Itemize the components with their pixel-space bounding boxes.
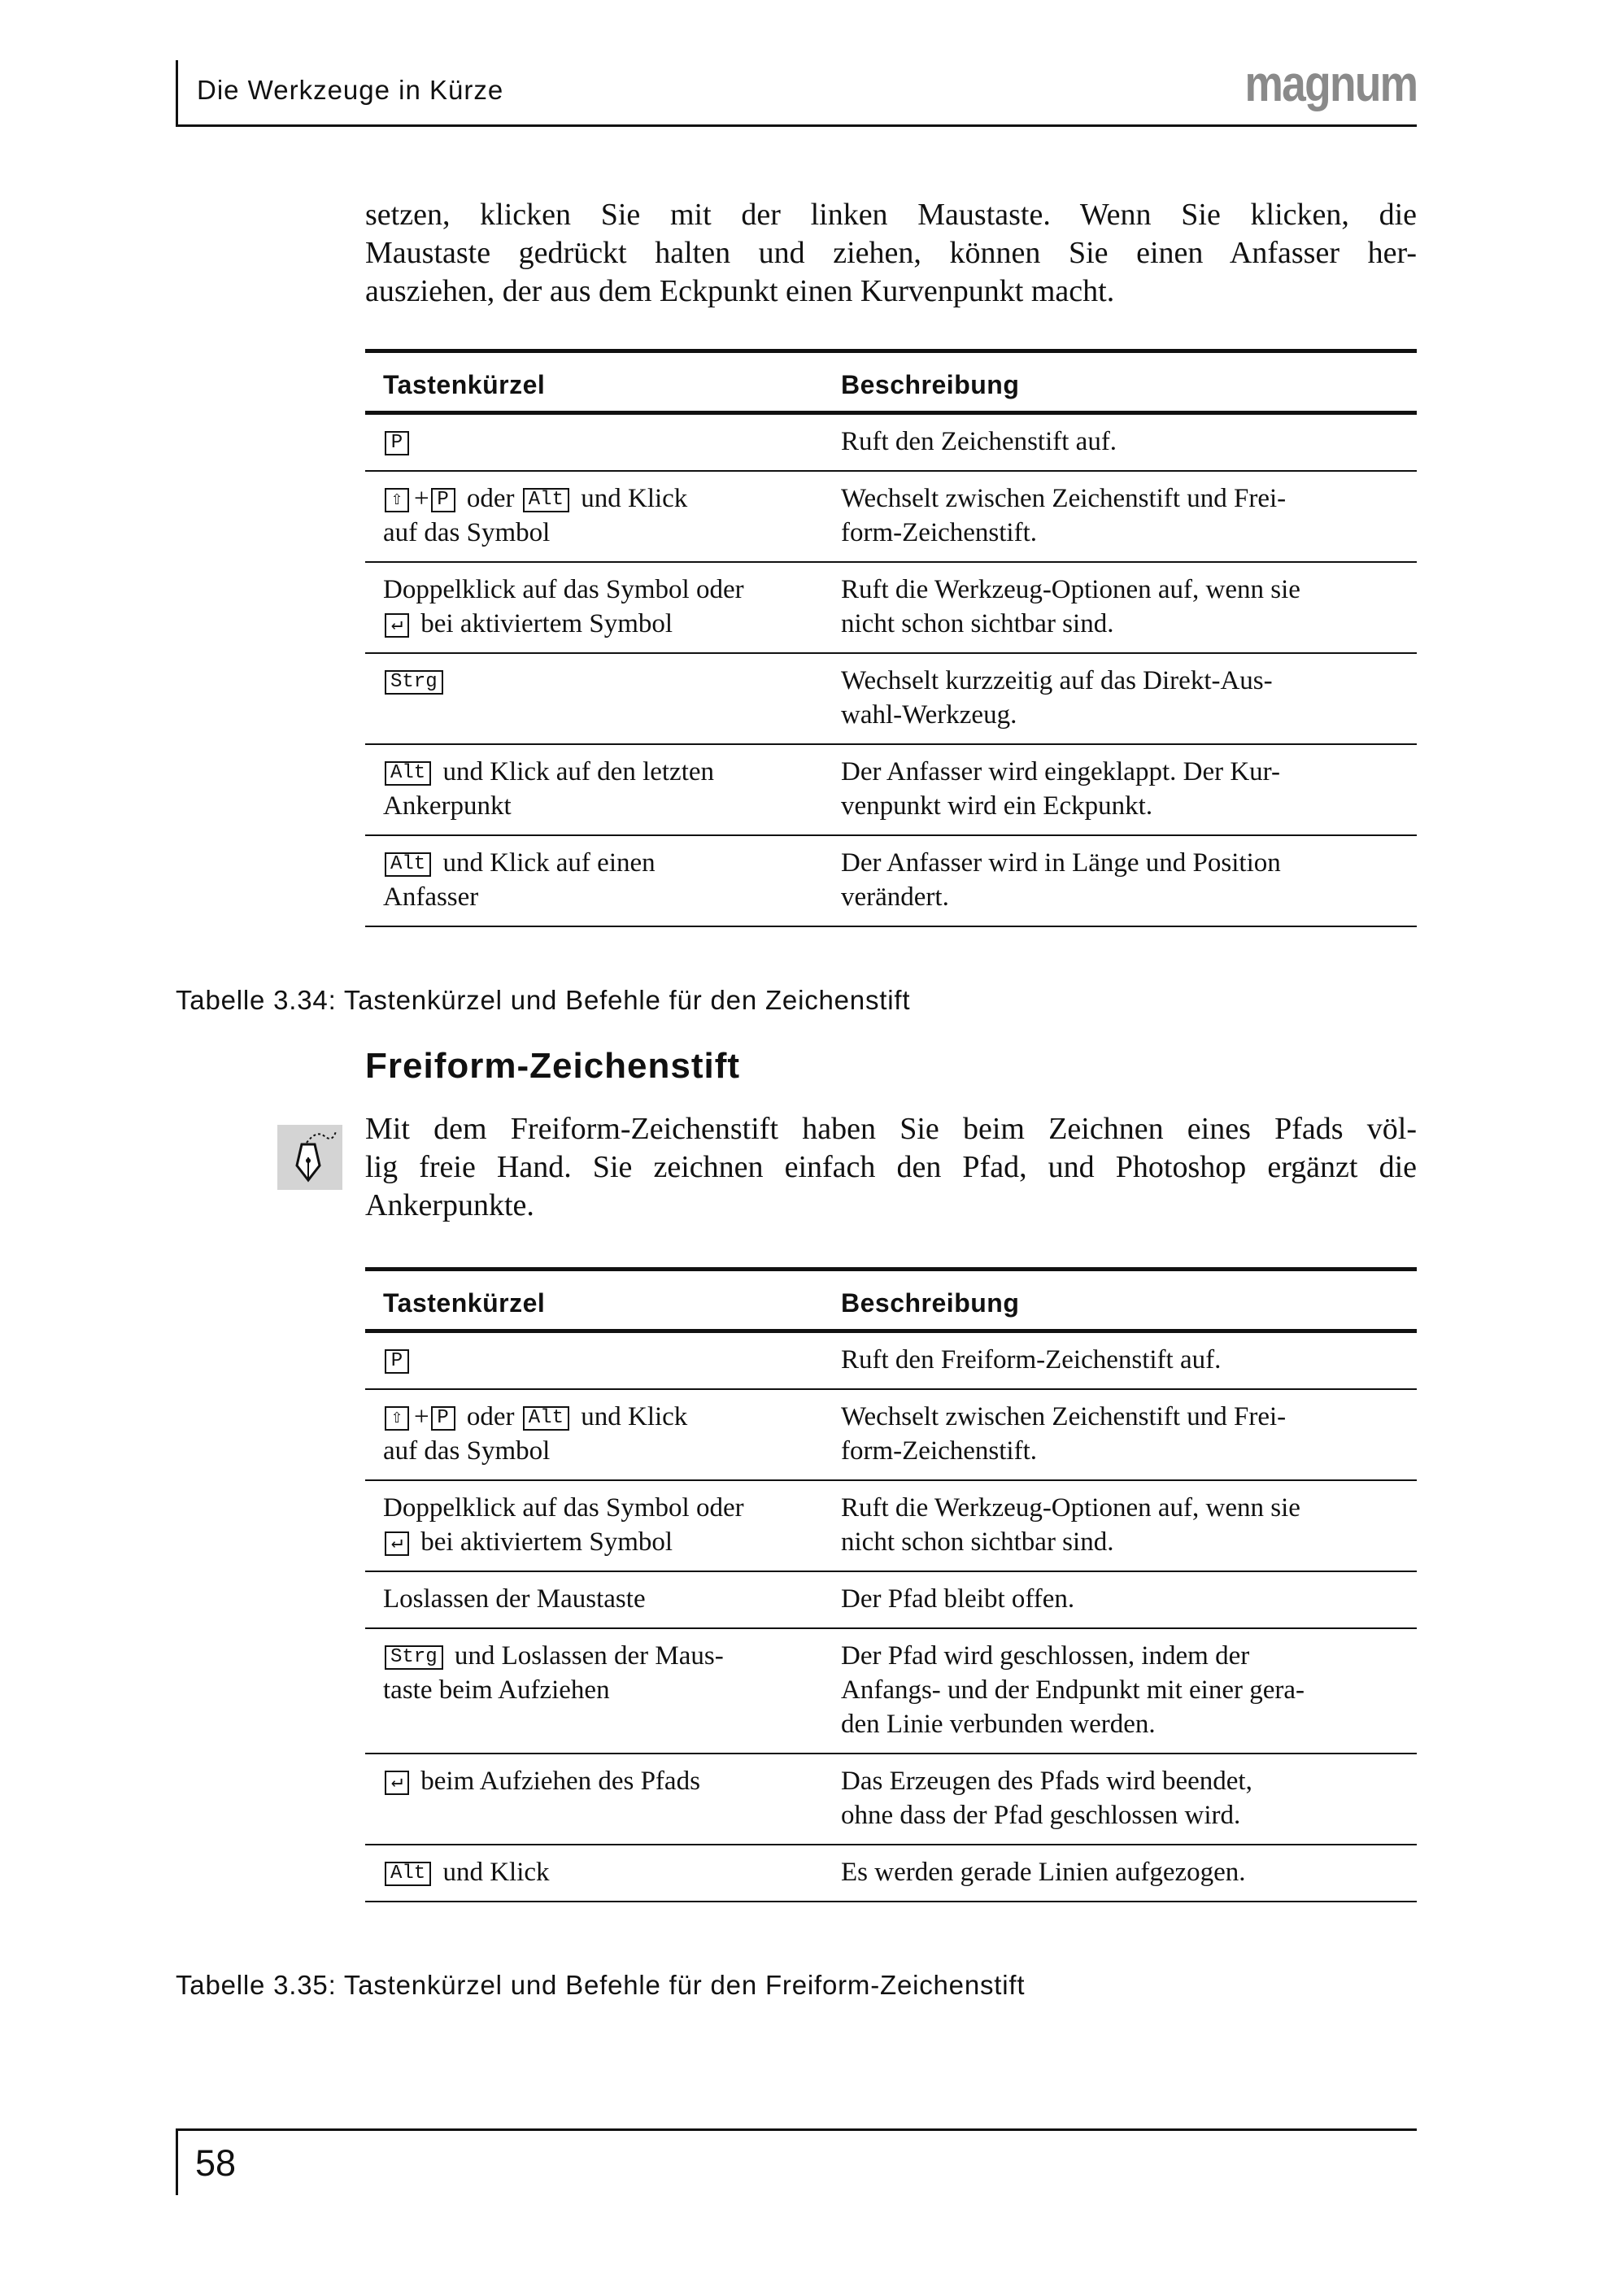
key-alt: Alt xyxy=(385,852,431,877)
paragraph-line: Ankerpunkte. xyxy=(365,1188,534,1222)
shortcut-text: und Klick xyxy=(581,484,688,513)
shortcut-cell xyxy=(365,835,823,926)
shortcut-text: auf das Symbol xyxy=(383,518,551,547)
plus-sign: + xyxy=(414,1402,429,1431)
description-line: Der Anfasser wird eingeklappt. Der Kur- xyxy=(841,757,1280,786)
description-cell: Ruft den Zeichenstift auf. xyxy=(823,413,1417,472)
table-row xyxy=(365,1389,1417,1480)
key-enter: ↵ xyxy=(385,1771,409,1795)
description-line: den Linie verbunden werden. xyxy=(841,1710,1156,1739)
table-header-row xyxy=(365,1270,1417,1331)
key-p: P xyxy=(385,431,409,455)
table-row xyxy=(365,1845,1417,1902)
key-enter: ↵ xyxy=(385,613,409,638)
key-alt: Alt xyxy=(385,1862,431,1886)
description-cell xyxy=(823,471,1417,562)
column-header-description: Beschreibung xyxy=(823,351,1417,413)
magnum-logo: magnum xyxy=(1244,56,1417,112)
description-line: Anfangs- und der Endpunkt mit einer gera- xyxy=(841,1675,1305,1705)
shortcut-text: und Klick xyxy=(581,1402,688,1431)
description-line: Ruft die Werkzeug-Optionen auf, wenn sie xyxy=(841,575,1300,604)
table-row xyxy=(365,562,1417,653)
description-cell xyxy=(823,1754,1417,1845)
shortcut-text: oder xyxy=(466,1402,515,1431)
footer-horizontal-rule xyxy=(176,2128,1417,2131)
shortcut-cell xyxy=(365,653,823,744)
key-strg: Strg xyxy=(385,1645,443,1670)
table-caption-3-34: Tabelle 3.34: Tastenkürzel und Befehle für den Zeichenstift xyxy=(176,985,911,1015)
table-row xyxy=(365,1754,1417,1845)
paragraph-line: lig freie Hand. Sie zeichnen einfach den Pfad, und Photoshop ergänzt die xyxy=(365,1150,1417,1184)
shortcut-text: auf das Symbol xyxy=(383,1436,551,1466)
shortcut-text: Ankerpunkt xyxy=(383,791,512,821)
key-p: P xyxy=(431,488,455,512)
table-row xyxy=(365,413,1417,472)
description-line: Wechselt zwischen Zeichenstift und Frei- xyxy=(841,484,1287,513)
freeform-paragraph xyxy=(365,1110,1417,1225)
table-header-row xyxy=(365,351,1417,413)
key-shift: ⇧ xyxy=(385,1406,409,1431)
description-line: ohne dass der Pfad geschlossen wird. xyxy=(841,1801,1241,1830)
table-row xyxy=(365,653,1417,744)
description-cell xyxy=(823,1628,1417,1754)
description-line: Der Pfad wird geschlossen, indem der xyxy=(841,1641,1250,1671)
shortcut-cell xyxy=(365,1389,823,1480)
description-line: Wechselt kurzzeitig auf das Direkt-Aus- xyxy=(841,666,1273,695)
shortcut-cell: Loslassen der Maustaste xyxy=(365,1571,823,1628)
paragraph-line: Mit dem Freiform-Zeichenstift haben Sie beim Zeichnen eines Pfads völ- xyxy=(365,1112,1417,1146)
shortcut-text: bei aktiviertem Symbol xyxy=(420,1527,673,1557)
shortcut-cell xyxy=(365,744,823,835)
key-shift: ⇧ xyxy=(385,488,409,512)
page-number: 58 xyxy=(195,2142,237,2184)
shortcut-text: oder xyxy=(466,484,515,513)
description-cell xyxy=(823,744,1417,835)
description-line: Der Anfasser wird in Länge und Position xyxy=(841,848,1281,878)
table-caption-3-35: Tabelle 3.35: Tastenkürzel und Befehle für den Freiform-Zeichenstift xyxy=(176,1970,1026,2000)
description-line: Wechselt zwischen Zeichenstift und Frei- xyxy=(841,1402,1287,1431)
description-cell xyxy=(823,1389,1417,1480)
section-heading: Freiform-Zeichenstift xyxy=(365,1046,741,1086)
description-line: wahl-Werkzeug. xyxy=(841,700,1017,730)
description-cell xyxy=(823,835,1417,926)
key-strg: Strg xyxy=(385,670,443,695)
description-cell xyxy=(823,562,1417,653)
description-line: Ruft die Werkzeug-Optionen auf, wenn sie xyxy=(841,1493,1300,1523)
column-header-description: Beschreibung xyxy=(823,1270,1417,1331)
description-cell: Es werden gerade Linien aufgezogen. xyxy=(823,1845,1417,1902)
shortcut-text: Anfasser xyxy=(383,882,479,912)
shortcut-text: und Klick xyxy=(442,1858,550,1887)
key-alt: Alt xyxy=(523,488,569,512)
shortcut-text: bei aktiviertem Symbol xyxy=(420,609,673,638)
table-row xyxy=(365,1571,1417,1628)
table-row xyxy=(365,1331,1417,1390)
shortcut-cell xyxy=(365,562,823,653)
table-row xyxy=(365,744,1417,835)
shortcut-cell xyxy=(365,471,823,562)
shortcut-text: und Klick auf den letzten xyxy=(442,757,715,786)
running-header-title: Die Werkzeuge in Kürze xyxy=(197,75,504,105)
shortcut-cell xyxy=(365,413,823,472)
paragraph-line: Maustaste gedrückt halten und ziehen, können Sie einen Anfasser her- xyxy=(365,236,1417,270)
shortcut-table-freeform-pen xyxy=(365,1267,1417,1902)
freeform-pen-tool-icon xyxy=(277,1125,342,1190)
footer-vertical-rule xyxy=(176,2128,178,2195)
paragraph-line: setzen, klicken Sie mit der linken Maustaste. Wenn Sie klicken, die xyxy=(365,198,1417,232)
description-line: form-Zeichenstift. xyxy=(841,1436,1037,1466)
shortcut-text: beim Aufziehen des Pfads xyxy=(420,1767,700,1796)
shortcut-text: und Klick auf einen xyxy=(442,848,656,878)
shortcut-cell xyxy=(365,1754,823,1845)
header-horizontal-rule xyxy=(176,124,1417,127)
description-cell: Der Pfad bleibt offen. xyxy=(823,1571,1417,1628)
shortcut-cell xyxy=(365,1845,823,1902)
table-row xyxy=(365,1480,1417,1571)
description-cell xyxy=(823,1480,1417,1571)
description-line: venpunkt wird ein Eckpunkt. xyxy=(841,791,1153,821)
shortcut-text: Doppelklick auf das Symbol oder xyxy=(383,1493,744,1523)
key-p: P xyxy=(431,1406,455,1431)
shortcut-cell xyxy=(365,1480,823,1571)
shortcut-cell xyxy=(365,1331,823,1390)
key-p: P xyxy=(385,1349,409,1374)
shortcut-text: und Loslassen der Maus- xyxy=(454,1641,724,1671)
table-row xyxy=(365,835,1417,926)
key-alt: Alt xyxy=(523,1406,569,1431)
shortcut-text: taste beim Aufziehen xyxy=(383,1675,610,1705)
table-row xyxy=(365,471,1417,562)
paragraph-line: ausziehen, der aus dem Eckpunkt einen Kurvenpunkt macht. xyxy=(365,274,1115,308)
description-cell: Ruft den Freiform-Zeichenstift auf. xyxy=(823,1331,1417,1390)
header-vertical-rule xyxy=(176,60,178,127)
plus-sign: + xyxy=(414,484,429,513)
shortcut-table-pen xyxy=(365,349,1417,927)
key-enter: ↵ xyxy=(385,1531,409,1556)
column-header-shortcut: Tastenkürzel xyxy=(365,351,823,413)
description-line: verändert. xyxy=(841,882,949,912)
column-header-shortcut: Tastenkürzel xyxy=(365,1270,823,1331)
description-line: nicht schon sichtbar sind. xyxy=(841,609,1114,638)
description-line: nicht schon sichtbar sind. xyxy=(841,1527,1114,1557)
table-row xyxy=(365,1628,1417,1754)
shortcut-cell xyxy=(365,1628,823,1754)
description-cell xyxy=(823,653,1417,744)
description-line: Das Erzeugen des Pfads wird beendet, xyxy=(841,1767,1252,1796)
description-line: form-Zeichenstift. xyxy=(841,518,1037,547)
intro-paragraph xyxy=(365,196,1417,311)
shortcut-text: Doppelklick auf das Symbol oder xyxy=(383,575,744,604)
key-alt: Alt xyxy=(385,761,431,786)
pen-nib-icon xyxy=(277,1125,342,1190)
